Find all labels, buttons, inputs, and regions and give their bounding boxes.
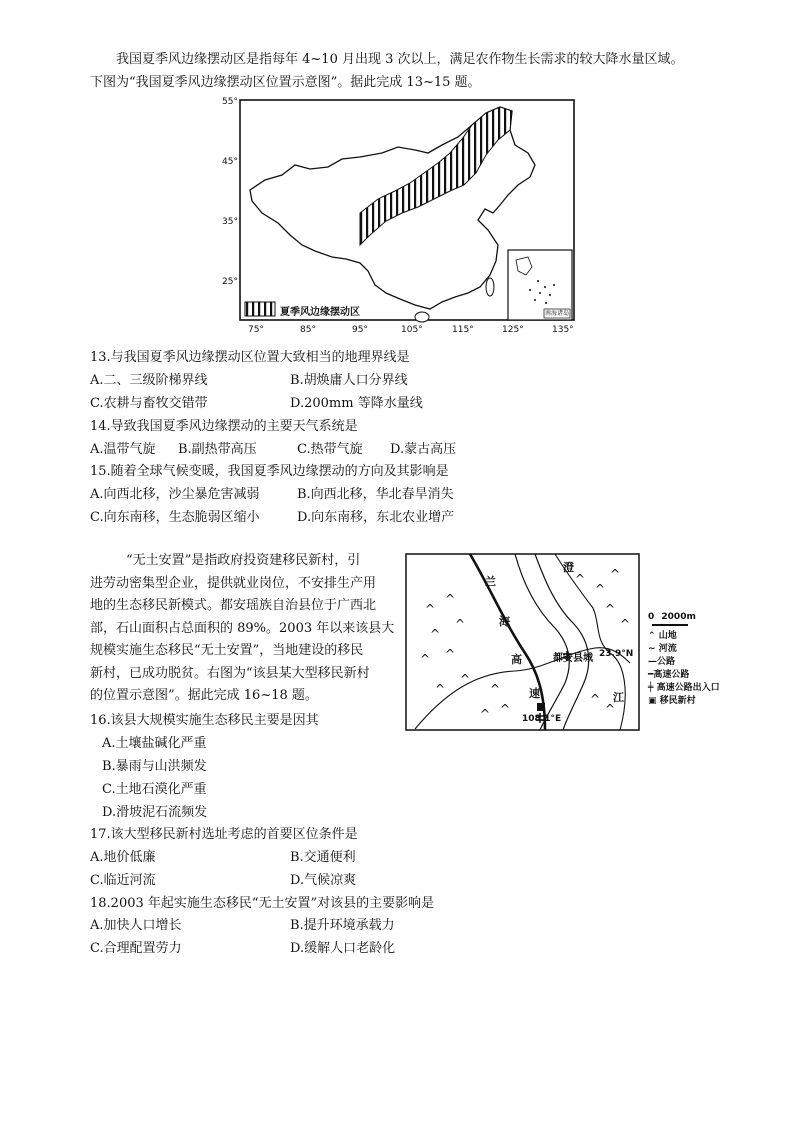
question-16-stem: 16.该县大规模实施生态移民主要是因其 — [90, 713, 319, 728]
resettlement-legend — [648, 612, 773, 708]
river-char-2: 江 — [613, 691, 624, 704]
svg-text:^: ^ — [605, 702, 616, 716]
question-17-stem: 17.该大型移民新村选址考虑的首要区位条件是 — [90, 827, 358, 842]
intro-paragraph-2 — [90, 550, 394, 708]
intro2-line-3: 地的生态移民新模式。都安瑶族自治县位于广西北 — [90, 598, 377, 613]
q14-option-d[interactable]: D.蒙古高压 — [390, 442, 457, 457]
lon-label-85: 85° — [300, 325, 316, 335]
intro2-line-5: 规模实施生态移民“无土安置”，当地建设的移民 — [90, 643, 364, 658]
intro2-line-7: 的位置示意图”。据此完成 16~18 题。 — [90, 688, 318, 703]
lat-label-45: 45° — [222, 157, 238, 167]
question-13-stem: 13.与我国夏季风边缘摆动区位置大致相当的地理界线是 — [90, 350, 410, 365]
village-legend-icon: ▣ — [648, 696, 657, 706]
map-china-monsoon — [210, 95, 580, 340]
intro2-line-6: 新村，已成功脱贫。右图为“该县某大型移民新村 — [90, 665, 370, 681]
q18-option-b[interactable]: B.提升环境承载力 — [290, 918, 395, 933]
highway-icon: ━ — [648, 670, 654, 680]
lon-label-125: 125° — [502, 325, 524, 335]
svg-text:^: ^ — [425, 602, 436, 616]
svg-text:^: ^ — [575, 572, 586, 586]
road-icon: — — [648, 657, 657, 667]
resettlement-map-svg — [405, 553, 640, 733]
intro-paragraph-1 — [90, 48, 684, 94]
svg-text:^: ^ — [590, 692, 601, 706]
intro2-line-4: 部，石山面积占总面积的 89%。2003 年以来该县大 — [90, 620, 395, 636]
map-resettlement — [405, 553, 640, 733]
svg-text:^: ^ — [610, 567, 621, 581]
q16-option-d[interactable]: D.滑坡泥石流频发 — [102, 805, 208, 820]
lat-label-35: 35° — [222, 217, 238, 227]
river-icon: ∼ — [648, 644, 656, 654]
svg-text:^: ^ — [620, 617, 631, 631]
svg-text:^: ^ — [430, 627, 441, 641]
legend-river: ∼ 河流 — [648, 644, 677, 654]
svg-text:^: ^ — [480, 707, 491, 721]
svg-text:^: ^ — [500, 702, 511, 716]
legend-road: —公路 — [648, 657, 676, 667]
q15-option-c[interactable]: C.向东南移，生态脆弱区缩小 — [90, 510, 260, 525]
legend-label-monsoon: 夏季风边缘摆动区 — [280, 307, 360, 318]
longitude-label: 108.1°E — [522, 714, 562, 724]
svg-text:^: ^ — [445, 647, 456, 661]
intro-line-1: 我国夏季风边缘摆动区是指每年 4~10 月出现 3 次以上，满足农作物生长需求的较大降水量区域。 — [116, 52, 684, 67]
legend-mountain: ⌃ 山地 — [648, 631, 677, 641]
river-char-1: 澄 — [563, 561, 574, 574]
scale-zero: 0 — [648, 612, 655, 622]
question-18-stem: 18.2003 年起实施生态移民“无土安置”对该县的主要影响是 — [90, 896, 435, 911]
inset-label: 南海诸岛 — [545, 310, 570, 317]
q13-option-a[interactable]: A.二、三级阶梯界线 — [90, 373, 208, 388]
svg-text:^: ^ — [420, 652, 431, 666]
q17-option-c[interactable]: C.临近河流 — [90, 873, 156, 888]
svg-text:^: ^ — [595, 582, 606, 596]
q15-option-d[interactable]: D.向东南移，东北农业增产 — [297, 510, 455, 525]
intro2-line-1: “无土安置”是指政府投资建移民新村，引 — [126, 553, 361, 568]
q13-option-c[interactable]: C.农耕与畜牧交错带 — [90, 396, 208, 411]
scale-distance: 2000m — [661, 612, 696, 622]
svg-text:^: ^ — [455, 617, 466, 631]
lon-label-105: 105° — [401, 325, 423, 335]
q15-option-a[interactable]: A.向西北移，沙尘暴危害减弱 — [90, 487, 260, 502]
china-map-svg — [210, 95, 580, 340]
q17-option-a[interactable]: A.地价低廉 — [90, 850, 156, 865]
road-char-2: 海 — [499, 615, 510, 628]
road-char-3: 高 — [511, 653, 522, 666]
intro-line-2: 下图为“我国夏季风边缘摆动区位置示意图”。据此完成 13~15 题。 — [90, 75, 481, 90]
lat-label-55: 55° — [222, 97, 238, 107]
q14-option-a[interactable]: A.温带气旋 — [90, 442, 156, 457]
road-char-1: 兰 — [485, 575, 496, 588]
legend-village: ▣ 移民新村 — [648, 696, 696, 706]
mountain-icon: ⌃ — [648, 631, 656, 641]
q16-option-b[interactable]: B.暴雨与山洪频发 — [102, 759, 207, 774]
q15-option-b[interactable]: B.向西北移，华北春旱消失 — [297, 487, 454, 502]
intro2-line-2: 进劳动密集型企业，提供就业岗位，不安排生产用 — [90, 575, 377, 591]
legend-highway: ━高速公路 — [648, 670, 690, 680]
legend-swatch — [245, 302, 275, 316]
svg-text:^: ^ — [490, 682, 501, 696]
lon-label-75: 75° — [248, 325, 264, 335]
q14-option-c[interactable]: C.热带气旋 — [297, 442, 363, 457]
lon-label-135: 135° — [552, 325, 574, 335]
q18-option-a[interactable]: A.加快人口增长 — [90, 918, 182, 933]
latitude-label: 23.9°N — [599, 649, 634, 659]
question-14-stem: 14.导致我国夏季风边缘摆动的主要天气系统是 — [90, 419, 358, 434]
lon-label-95: 95° — [352, 325, 368, 335]
q13-option-d[interactable]: D.200mm 等降水量线 — [290, 396, 423, 411]
road-char-4: 速 — [529, 687, 540, 700]
svg-text:^: ^ — [460, 672, 471, 686]
q17-option-d[interactable]: D.气候凉爽 — [290, 873, 357, 888]
legend-exit: ╪ 高速公路出入口 — [648, 683, 720, 693]
svg-text:^: ^ — [445, 592, 456, 606]
town-label: 都安县城 — [553, 653, 593, 664]
q18-option-c[interactable]: C.合理配置劳力 — [90, 941, 182, 956]
q13-option-b[interactable]: B.胡焕庸人口分界线 — [290, 373, 408, 388]
question-15-stem: 15.随着全球气候变暖，我国夏季风边缘摆动的方向及其影响是 — [90, 464, 449, 479]
q18-option-d[interactable]: D.缓解人口老龄化 — [290, 941, 396, 956]
q14-option-b[interactable]: B.副热带高压 — [178, 442, 257, 457]
lon-label-115: 115° — [452, 325, 474, 335]
exit-icon: ╪ — [648, 683, 654, 693]
lat-label-25: 25° — [222, 277, 238, 287]
svg-text:^: ^ — [435, 682, 446, 696]
svg-text:^: ^ — [605, 602, 616, 616]
scale-bar — [648, 612, 773, 630]
q17-option-b[interactable]: B.交通便利 — [290, 850, 356, 865]
village-icon — [537, 703, 545, 711]
q16-option-a[interactable]: A.土壤盐碱化严重 — [102, 736, 207, 751]
q16-option-c[interactable]: C.土地石漠化严重 — [102, 782, 207, 797]
